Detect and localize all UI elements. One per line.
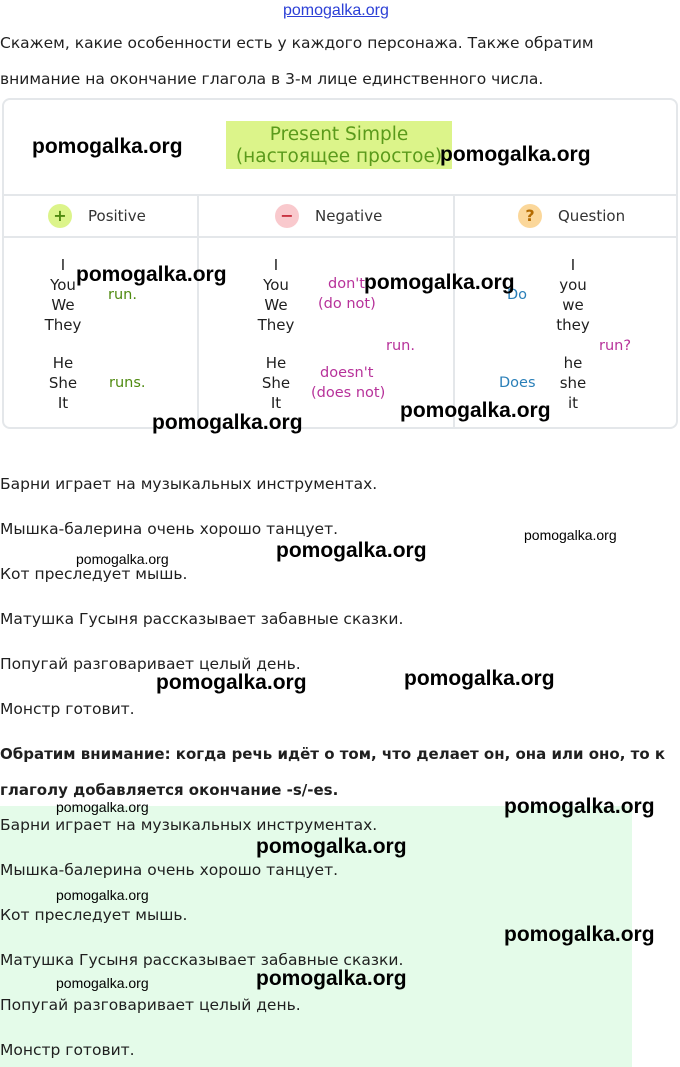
aux-doesnt: doesn't bbox=[320, 365, 374, 381]
pronoun: You bbox=[50, 276, 76, 294]
aux-does: Does bbox=[499, 375, 536, 391]
pronoun: I bbox=[60, 256, 66, 274]
pronoun-list bbox=[251, 353, 301, 413]
pronoun: She bbox=[261, 374, 291, 392]
highlighted-sentence: Мышка-балерина очень хорошо танцует. bbox=[0, 861, 339, 879]
pronoun: It bbox=[57, 394, 69, 412]
watermark: pomogalka.org bbox=[504, 923, 655, 946]
verb-run-question: run? bbox=[599, 338, 632, 354]
intro-line-1: Скажем, какие особенности есть у каждого персонажа. Также обратим bbox=[0, 34, 594, 52]
title-line-1: Present Simple bbox=[269, 124, 409, 145]
sentence: Мышка-балерина очень хорошо танцует. bbox=[0, 520, 339, 538]
highlighted-sentence: Барни играет на музыкальных инструментах. bbox=[0, 816, 378, 834]
highlighted-sentence: Монстр готовит. bbox=[0, 1041, 135, 1059]
column-header-positive: Positive bbox=[88, 207, 146, 225]
sentence: Кот преследует мышь. bbox=[0, 565, 188, 583]
pronoun-list bbox=[548, 353, 598, 413]
watermark: pomogalka.org bbox=[404, 667, 555, 690]
title-line-2: (настоящее простое) bbox=[235, 146, 443, 167]
pronoun: It bbox=[270, 394, 282, 412]
watermark: pomogalka.org bbox=[400, 399, 551, 422]
highlighted-sentence: Попугай разговаривает целый день. bbox=[0, 996, 301, 1014]
pronoun: I bbox=[273, 256, 279, 274]
watermark: pomogalka.org bbox=[256, 967, 407, 990]
aux-do: Do bbox=[507, 287, 528, 303]
watermark-top: pomogalka.org bbox=[283, 2, 389, 19]
verb-runs: runs. bbox=[109, 375, 146, 391]
watermark: pomogalka.org bbox=[32, 135, 183, 158]
plus-icon: + bbox=[48, 204, 72, 228]
pronoun: they bbox=[556, 316, 590, 334]
watermark: pomogalka.org bbox=[504, 795, 655, 818]
divider bbox=[4, 194, 676, 196]
pronoun: They bbox=[44, 316, 82, 334]
highlighted-sentence: Кот преследует мышь. bbox=[0, 906, 188, 924]
pronoun: I bbox=[570, 256, 576, 274]
pronoun: You bbox=[263, 276, 289, 294]
question-icon: ? bbox=[518, 204, 542, 228]
present-simple-title bbox=[226, 121, 452, 169]
watermark: pomogalka.org bbox=[76, 551, 169, 567]
note-line-1: Обратим внимание: когда речь идёт о том, что делает он, она или оно, то к bbox=[0, 745, 666, 763]
watermark: pomogalka.org bbox=[156, 671, 307, 694]
sentence: Матушка Гусыня рассказывает забавные сказки. bbox=[0, 610, 404, 628]
sentence: Монстр готовит. bbox=[0, 700, 135, 718]
pronoun: They bbox=[257, 316, 295, 334]
watermark: pomogalka.org bbox=[76, 263, 227, 286]
divider bbox=[4, 236, 676, 238]
pronoun: He bbox=[265, 354, 287, 372]
watermark: pomogalka.org bbox=[152, 411, 303, 434]
watermark: pomogalka.org bbox=[364, 271, 515, 294]
column-header-negative: Negative bbox=[315, 207, 383, 225]
note-line-2: глаголу добавляется окончание -s/-es. bbox=[0, 781, 339, 799]
pronoun: he bbox=[563, 354, 583, 372]
sentence: Попугай разговаривает целый день. bbox=[0, 655, 301, 673]
divider bbox=[197, 196, 199, 427]
verb-run: run. bbox=[108, 287, 137, 303]
pronoun: it bbox=[567, 394, 579, 412]
minus-icon: − bbox=[275, 204, 299, 228]
aux-does-not: (does not) bbox=[311, 385, 386, 401]
pronoun: She bbox=[48, 374, 78, 392]
pronoun: He bbox=[52, 354, 74, 372]
verb-run: run. bbox=[386, 338, 415, 354]
column-header-question: Question bbox=[558, 207, 626, 225]
divider bbox=[453, 196, 455, 427]
pronoun: we bbox=[562, 296, 584, 314]
aux-dont: don't bbox=[328, 276, 365, 292]
intro-line-2: внимание на окончание глагола в 3-м лице единственного числа. bbox=[0, 70, 544, 88]
watermark: pomogalka.org bbox=[276, 539, 427, 562]
pronoun-list bbox=[38, 353, 88, 413]
watermark: pomogalka.org bbox=[56, 887, 149, 903]
aux-do-not: (do not) bbox=[318, 296, 376, 312]
sentence: Барни играет на музыкальных инструментах. bbox=[0, 475, 378, 493]
watermark: pomogalka.org bbox=[440, 143, 591, 166]
pronoun-list bbox=[251, 255, 301, 335]
pronoun-list bbox=[548, 255, 598, 335]
watermark: pomogalka.org bbox=[524, 527, 617, 543]
watermark: pomogalka.org bbox=[56, 799, 149, 815]
highlighted-sentence: Матушка Гусыня рассказывает забавные сказки. bbox=[0, 951, 404, 969]
pronoun: you bbox=[559, 276, 587, 294]
watermark: pomogalka.org bbox=[256, 835, 407, 858]
watermark: pomogalka.org bbox=[56, 975, 149, 991]
pronoun: she bbox=[559, 374, 587, 392]
pronoun: We bbox=[264, 296, 288, 314]
pronoun: We bbox=[51, 296, 75, 314]
